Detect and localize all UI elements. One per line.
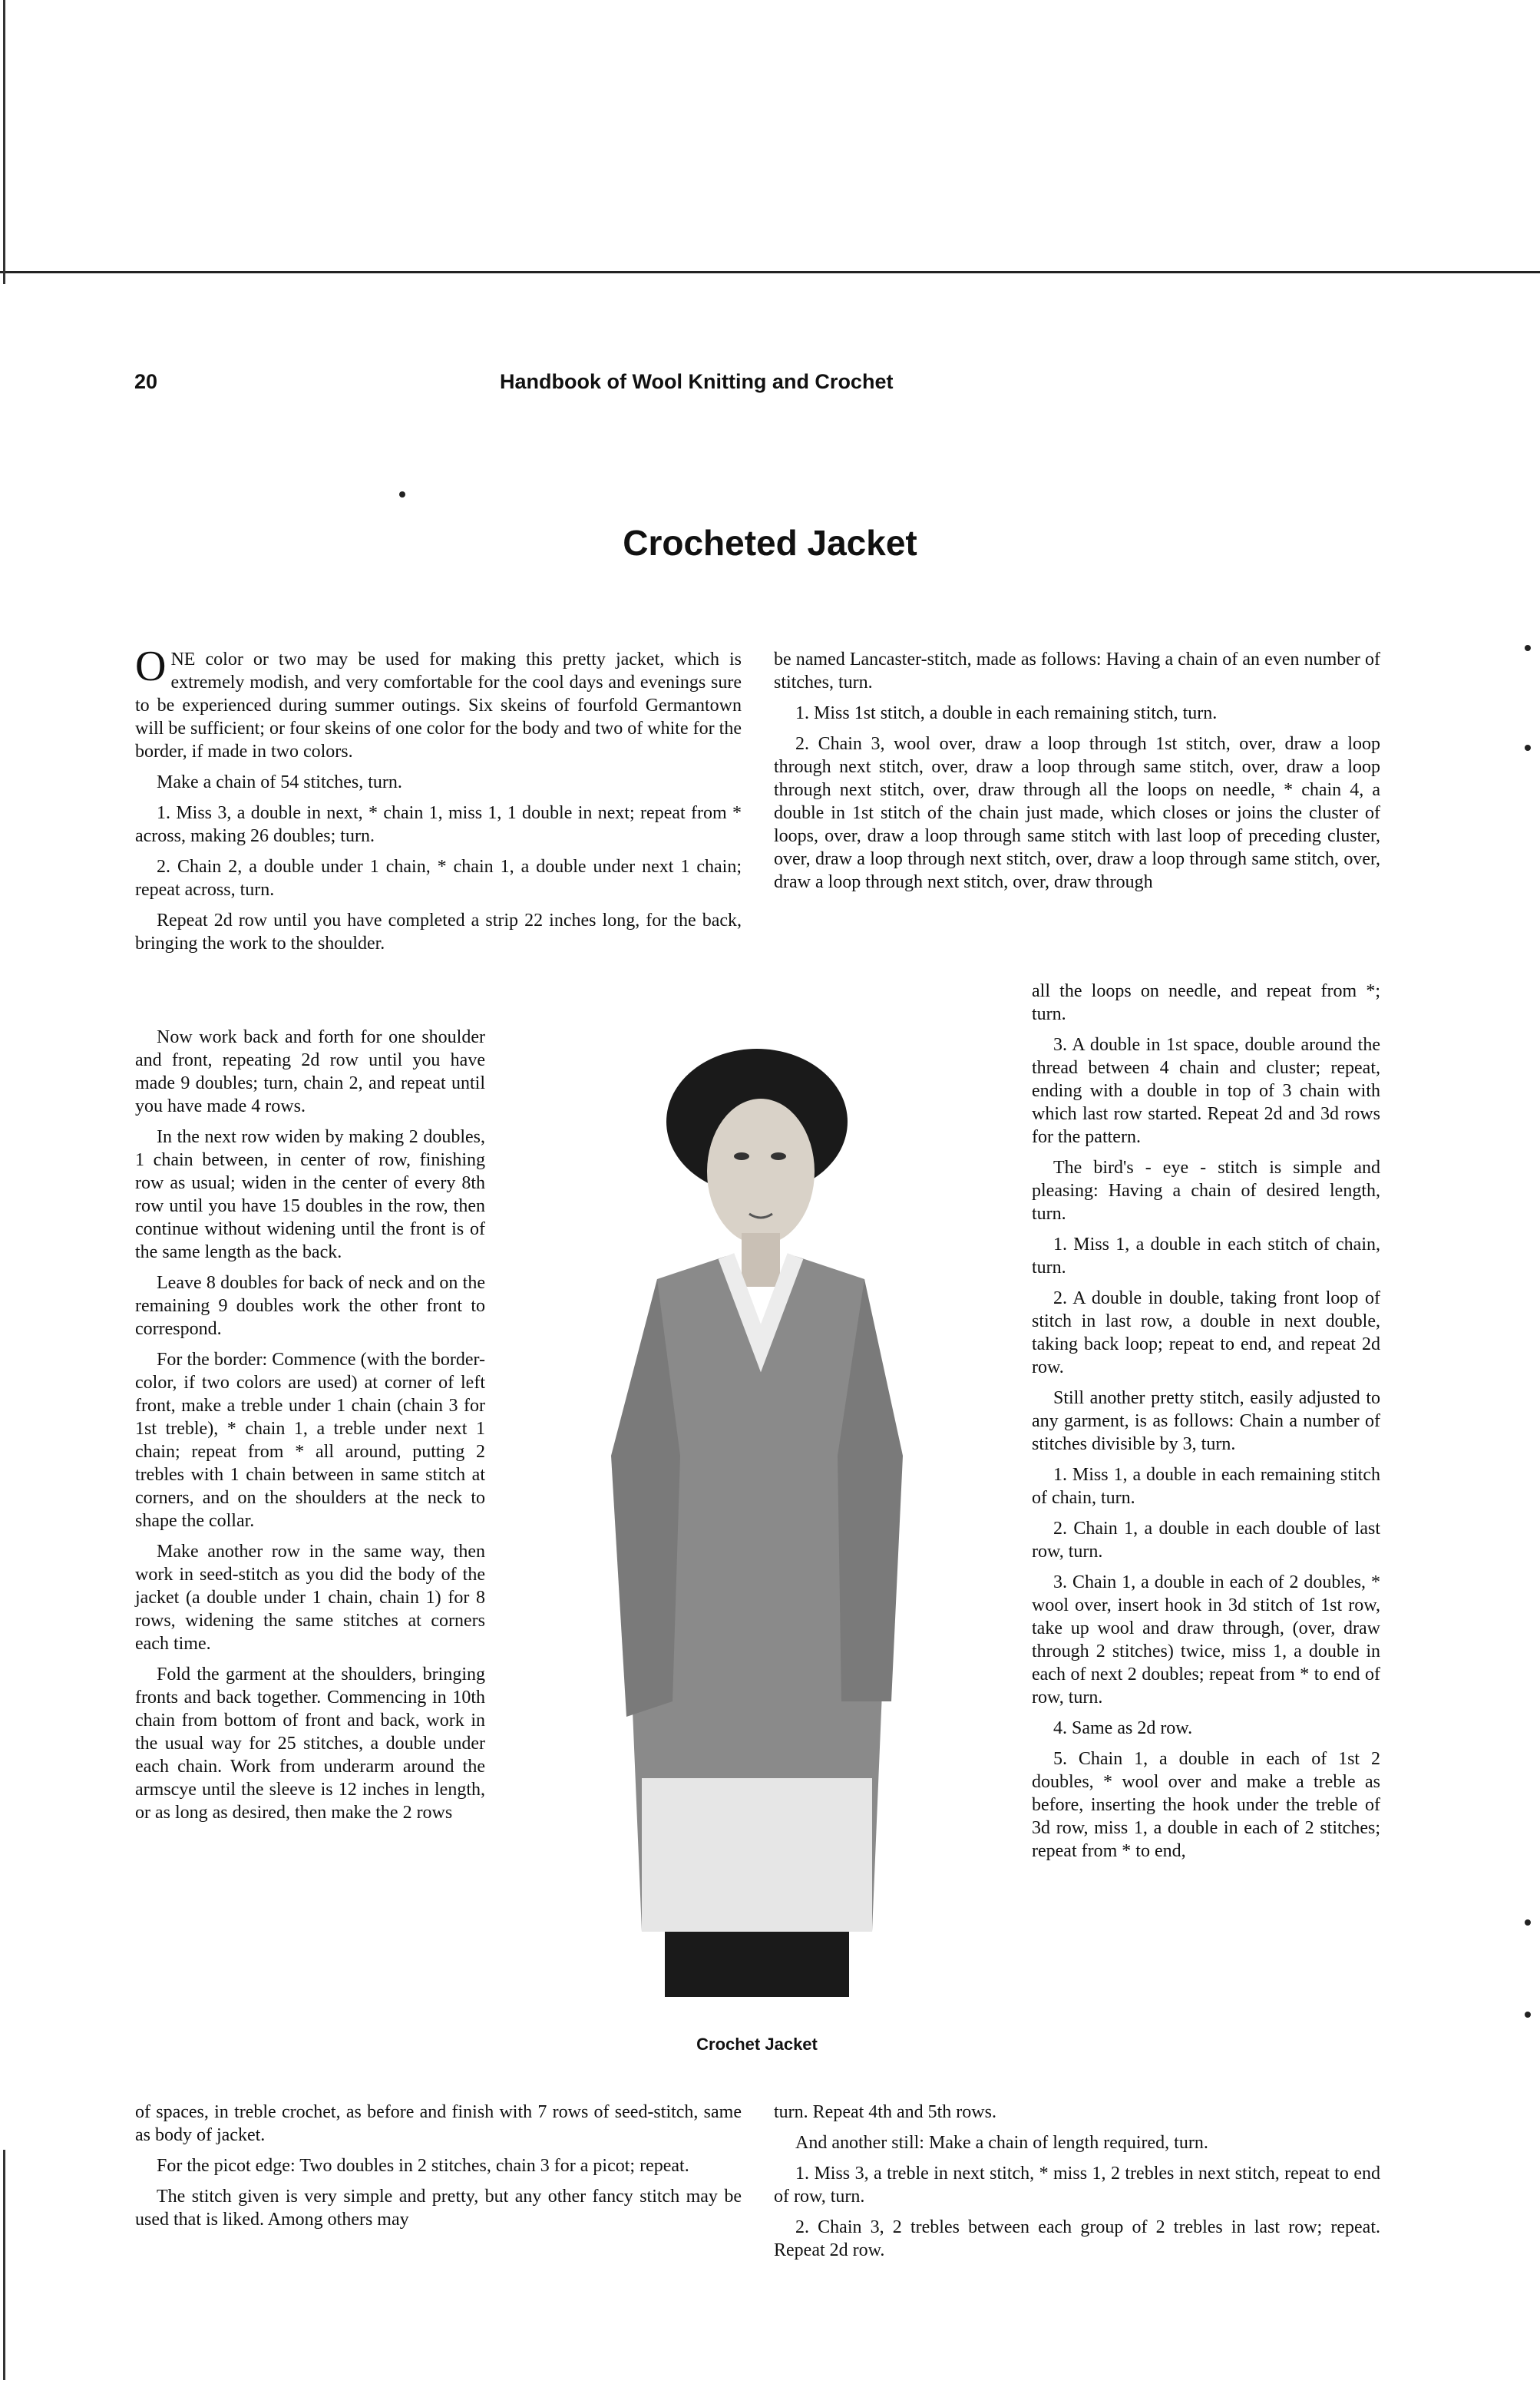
instruction-paragraph: In the next row widen by making 2 doubles, 1 chain between, in center of row, finishing row as usual; widen in the center of every 8th row until you have 15 doubles in the row, then continue without widening until the front is of the same length as the back. <box>135 1127 485 1262</box>
instruction-paragraph: 1. Miss 3, a double in next, * chain 1, miss 1, 1 double in next; repeat from * across, making 26 doubles; turn. <box>135 803 742 846</box>
instruction-paragraph: turn. Repeat 4th and 5th rows. <box>774 2102 996 2122</box>
instruction-paragraph: Leave 8 doubles for back of neck and on the remaining 9 doubles work the other front to correspond. <box>135 1273 485 1339</box>
margin-dot <box>1525 645 1531 651</box>
scan-edge-line <box>0 271 1540 273</box>
instruction-paragraph: Make another row in the same way, then work in seed-stitch as you did the body of the jacket (a double under 1 chain, chain 1) for 8 rows, widening the same stitches at corners each time. <box>135 1542 485 1654</box>
right-column-top <box>774 648 1380 901</box>
photo-caption: Crochet Jacket <box>696 2035 818 2054</box>
left-column-wrap <box>135 1026 485 1832</box>
left-column-bottom <box>135 2101 742 2239</box>
instruction-paragraph: Make a chain of 54 stitches, turn. <box>157 772 402 792</box>
instruction-paragraph: 5. Chain 1, a double in each of 1st 2 doubles, * wool over and make a treble as before, inserting the hook under the treble of 3d row, miss 1, a double in each of 2 stitches; repeat from * to end, <box>1032 1749 1380 1861</box>
instruction-paragraph: 1. Miss 3, a treble in next stitch, * miss 1, 2 trebles in next stitch, repeat to end of row, turn. <box>774 2164 1380 2207</box>
running-header <box>0 370 1540 401</box>
instruction-paragraph: Repeat 2d row until you have completed a strip 22 inches long, for the back, bringing the work to the shoulder. <box>135 911 742 954</box>
instruction-paragraph: 2. Chain 3, wool over, draw a loop through 1st stitch, over, draw a loop through next stitch, over, draw a loop through same stitch, over, draw a loop through next stitch, over, draw through all the loops on needle, * chain 4, a double in 1st stitch of the chain just made, which closes or joins the cluster of loops, over, draw a loop through same stitch with last loop of preceding cluster, over, draw a loop through next stitch, over, draw a loop through same stitch, over, draw a loop through next stitch, over, draw through <box>774 734 1380 892</box>
instruction-paragraph: be named Lancaster-stitch, made as follows: Having a chain of an even number of stitches, turn. <box>774 650 1380 693</box>
instruction-paragraph: 1. Miss 1, a double in each remaining stitch of chain, turn. <box>1032 1465 1380 1508</box>
page-number: 20 <box>134 370 158 393</box>
instruction-paragraph: Now work back and forth for one shoulder and front, repeating 2d row until you have made 9 doubles; turn, chain 2, and repeat until you have made 4 rows. <box>135 1027 485 1116</box>
article-title: Crocheted Jacket <box>623 523 917 563</box>
instruction-paragraph: 3. A double in 1st space, double around the thread between 4 chain and cluster; repeat, ending with a double in top of 3 chain with which last row started. Repeat 2d and 3d rows for the pattern. <box>1032 1035 1380 1147</box>
margin-dot <box>1525 745 1531 751</box>
instruction-paragraph: 1. Miss 1, a double in each stitch of chain, turn. <box>1032 1235 1380 1278</box>
instruction-paragraph: 2. A double in double, taking front loop of stitch in last row, a double in next double, taking back loop; repeat to end, and repeat 2d row. <box>1032 1288 1380 1377</box>
instruction-paragraph: 3. Chain 1, a double in each of 2 doubles, * wool over, insert hook in 3d stitch of 1st row, take up wool and draw through, (over, draw through 2 stitches) twice, miss 1, a double in each of next 2 doubles; repeat from * to end of row, turn. <box>1032 1572 1380 1708</box>
instruction-paragraph: all the loops on needle, and repeat from *; turn. <box>1032 981 1380 1024</box>
margin-dot <box>399 491 405 498</box>
scan-left-edge-mark <box>3 0 5 284</box>
jacket-photograph <box>611 1026 903 1997</box>
instruction-paragraph: For the picot edge: Two doubles in 2 stitches, chain 3 for a picot; repeat. <box>157 2156 689 2176</box>
instruction-paragraph: 2. Chain 3, 2 trebles between each group of 2 trebles in last row; repeat. Repeat 2d row. <box>774 2217 1380 2260</box>
margin-dot <box>1525 1919 1531 1926</box>
instruction-paragraph: 1. Miss 1st stitch, a double in each remaining stitch, turn. <box>795 703 1218 723</box>
instruction-paragraph: Still another pretty stitch, easily adjusted to any garment, is as follows: Chain a number of stitches divisible by 3, turn. <box>1032 1388 1380 1454</box>
scan-left-edge-mark-lower <box>3 2150 5 2380</box>
photo-illustration <box>611 1026 903 1997</box>
instruction-paragraph: And another still: Make a chain of length required, turn. <box>795 2133 1208 2153</box>
instruction-paragraph: The bird's - eye - stitch is simple and pleasing: Having a chain of desired length, turn. <box>1032 1158 1380 1224</box>
instruction-paragraph: of spaces, in treble crochet, as before and finish with 7 rows of seed-stitch, same as body of jacket. <box>135 2102 742 2145</box>
book-title: Handbook of Wool Knitting and Crochet <box>500 370 894 393</box>
left-column-top <box>135 643 742 963</box>
margin-dot <box>1525 2012 1531 2018</box>
instruction-paragraph: 2. Chain 1, a double in each double of last row, turn. <box>1032 1519 1380 1562</box>
right-column-wrap <box>1032 980 1380 1870</box>
intro-paragraph: ONE color or two may be used for making this pretty jacket, which is extremely modish, and very comfortable for the cool days and evenings sure to be experienced during summer outings. Six skeins of fourfold Germantown will be sufficient; or four skeins of one color for the body and two of white for the border, if made in two colors. <box>135 643 742 762</box>
right-column-bottom <box>774 2101 1380 2270</box>
instruction-paragraph: 4. Same as 2d row. <box>1053 1718 1193 1738</box>
instruction-paragraph: 2. Chain 2, a double under 1 chain, * chain 1, a double under next 1 chain; repeat across, turn. <box>135 857 742 900</box>
instruction-paragraph: For the border: Commence (with the border-color, if two colors are used) at corner of left front, make a treble under 1 chain (chain 3 for 1st treble), * chain 1, a treble under next 1 chain; repeat from * all around, putting 2 trebles with 1 chain between in same stitch at corners, and on the shoulders at the neck to shape the collar. <box>135 1350 485 1531</box>
instruction-paragraph: The stitch given is very simple and pretty, but any other fancy stitch may be used that is liked. Among others may <box>135 2187 742 2230</box>
instruction-paragraph: Fold the garment at the shoulders, bringing fronts and back together. Commencing in 10th chain from bottom of front and back, work in the usual way for 25 stitches, a double under each chain. Work from underarm around the armscye until the sleeve is 12 inches in length, or as long as desired, then make the 2 rows <box>135 1665 485 1823</box>
